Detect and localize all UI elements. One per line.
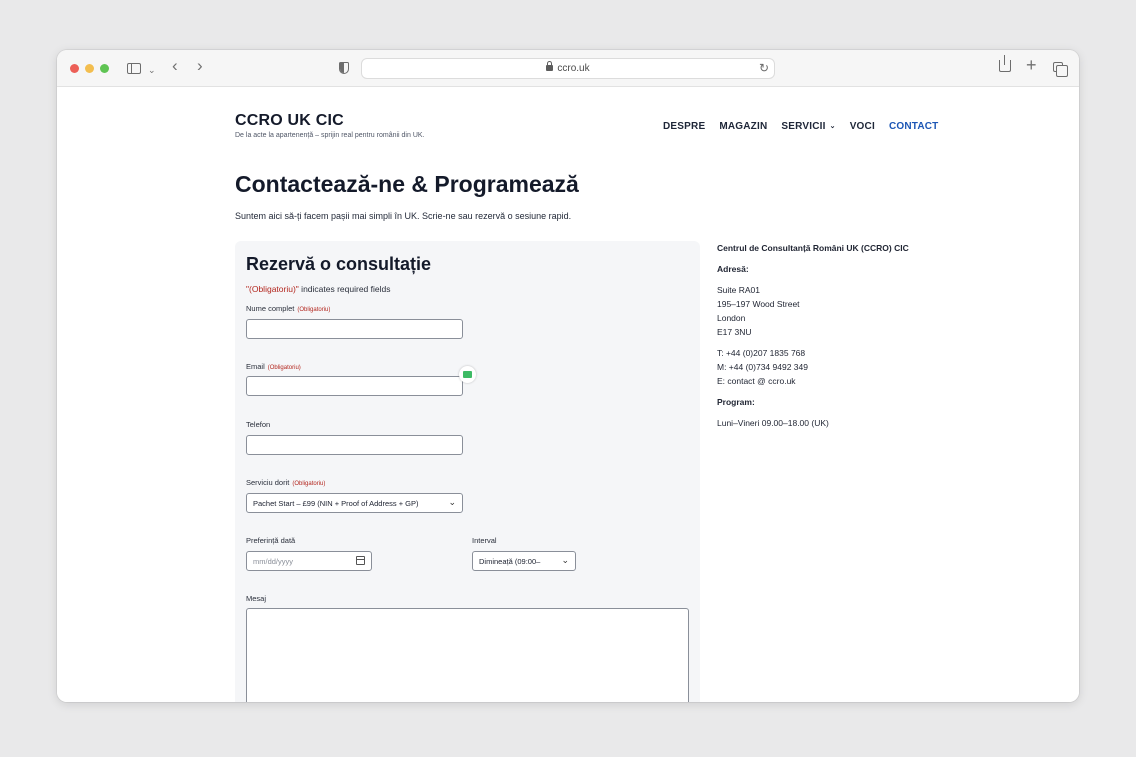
tabs-overview-icon[interactable] (1053, 62, 1063, 72)
main-navigation (663, 121, 952, 132)
forward-button[interactable]: › (197, 56, 203, 75)
page-title: Contactează-ne & Programează (235, 171, 579, 197)
address-heading: Adresă: (717, 264, 749, 274)
required-note-text: indicates required fields (298, 284, 391, 294)
name-input[interactable] (246, 319, 463, 339)
program-heading: Program: (717, 397, 755, 407)
interval-select[interactable] (472, 551, 576, 571)
booking-form (235, 241, 700, 702)
program-hours: Luni–Vineri 09.00–18.00 (UK) (717, 418, 829, 428)
zoom-window-button[interactable] (100, 64, 109, 73)
email-line[interactable]: E: contact @ ccro.uk (717, 376, 796, 386)
shield-icon[interactable] (339, 62, 349, 74)
share-icon[interactable] (999, 60, 1011, 72)
phone-input[interactable] (246, 435, 463, 455)
url-display (362, 63, 774, 74)
browser-window (57, 50, 1079, 702)
chevron-down-icon: ⌄ (829, 123, 836, 130)
interval-selected-value: Dimineață (09:00– (479, 557, 541, 566)
address-line: E17 3NU (717, 327, 752, 337)
sidebar-icon[interactable] (127, 63, 141, 74)
page-intro: Suntem aici să-ți facem pașii mai simpli în UK. Scrie-ne sau rezervă o sesiune rapid. (235, 211, 572, 221)
service-label (246, 478, 325, 487)
name-label (246, 304, 330, 313)
close-window-button[interactable] (70, 64, 79, 73)
web-page (57, 87, 1079, 702)
address-bar[interactable] (361, 58, 775, 79)
phone-label: Telefon (246, 420, 271, 429)
required-marker: "(Obligatoriu)" (246, 284, 299, 294)
date-label: Preferință dată (246, 536, 296, 545)
message-label: Mesaj (246, 594, 267, 603)
nav-item-despre[interactable]: DESPRE (663, 121, 706, 132)
required-tag: (Obligatoriu) (297, 307, 331, 313)
email-label-text: Email (246, 362, 265, 371)
email-input[interactable] (246, 376, 463, 396)
chevron-down-icon[interactable]: ⌄ (148, 65, 156, 75)
url-text: ccro.uk (557, 63, 590, 74)
required-fields-note (246, 284, 390, 294)
back-button[interactable]: ‹ (172, 56, 178, 75)
form-title: Rezervă o consultație (246, 254, 432, 274)
address-line: London (717, 313, 746, 323)
lock-icon (546, 65, 553, 71)
reload-icon[interactable]: ↻ (758, 61, 769, 75)
phone-line[interactable]: T: +44 (0)207 1835 768 (717, 348, 806, 358)
required-tag: (Obligatoriu) (292, 481, 326, 487)
message-textarea[interactable] (246, 608, 689, 702)
site-title[interactable]: CCRO UK CIC (235, 112, 344, 129)
date-input[interactable] (246, 551, 372, 571)
password-manager-icon[interactable] (459, 366, 476, 383)
mobile-line[interactable]: M: +44 (0)734 9492 349 (717, 362, 808, 372)
address-line: 195–197 Wood Street (717, 299, 800, 309)
plus-icon[interactable]: + (1026, 55, 1037, 75)
contact-info (717, 241, 977, 430)
nav-item-magazin[interactable]: MAGAZIN (719, 121, 768, 132)
calendar-icon[interactable] (356, 556, 365, 565)
interval-label: Interval (472, 536, 497, 545)
chevron-down-icon: ⌄ (561, 555, 569, 565)
service-select[interactable] (246, 493, 463, 513)
address-line: Suite RA01 (717, 285, 760, 295)
required-tag: (Obligatoriu) (267, 365, 301, 371)
browser-toolbar (57, 50, 1079, 87)
name-label-text: Nume complet (246, 304, 295, 313)
email-label (246, 362, 301, 371)
chevron-down-icon: ⌄ (448, 497, 456, 507)
nav-item-voci[interactable]: VOCI (849, 121, 875, 132)
nav-item-servicii[interactable] (781, 121, 835, 132)
nav-item-label: SERVICII (781, 121, 826, 132)
site-tagline: De la acte la apartenență – sprijin real pentru românii din UK. (235, 132, 425, 139)
org-name: Centrul de Consultanță Români UK (CCRO) CIC (717, 243, 909, 253)
service-label-text: Serviciu dorit (246, 478, 290, 487)
nav-item-contact[interactable]: CONTACT (888, 121, 939, 132)
service-selected-value: Pachet Start – £99 (NIN + Proof of Address + GP) (253, 499, 419, 508)
date-placeholder: mm/dd/yyyy (253, 557, 294, 566)
minimize-window-button[interactable] (85, 64, 94, 73)
